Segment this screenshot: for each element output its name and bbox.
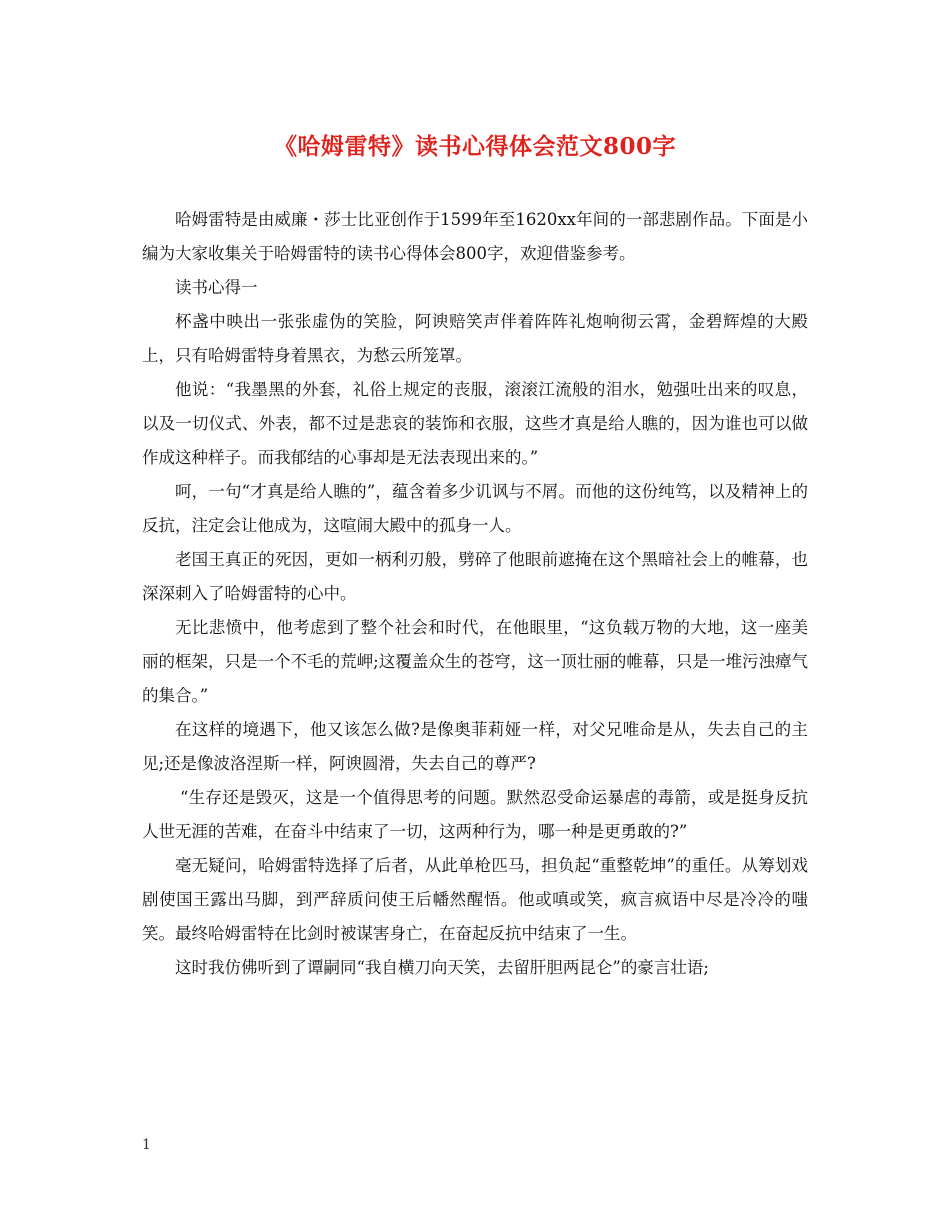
paragraph: 老国王真正的死因，更如一柄利刃般，劈碎了他眼前遮掩在这个黑暗社会上的帷幕，也深深刺入了哈姆雷特的心中。	[142, 550, 808, 603]
section-heading: 读书心得一	[175, 278, 258, 297]
paragraph: 在这样的境遇下，他又该怎么做?是像奥菲莉娅一样，对父兄唯命是从，失去自己的主见;还是像波洛涅斯一样，阿谀圆滑，失去自己的尊严?	[142, 720, 808, 773]
document-body	[142, 203, 808, 985]
paragraph-intro: 哈姆雷特是由威廉・莎士比亚创作于1599年至1620xx年间的一部悲剧作品。下面是小编为大家收集关于哈姆雷特的读书心得体会800字，欢迎借鉴参考。	[142, 210, 808, 263]
page-number: 1	[142, 1137, 151, 1153]
paragraph-quote: “生存还是毁灭，这是一个值得思考的问题。默然忍受命运暴虐的毒箭，或是挺身反抗人世无涯的苦难，在奋斗中结束了一切，这两种行为，哪一种是更勇敢的?”	[142, 788, 808, 841]
paragraph: 他说：“我墨黑的外套，礼俗上规定的丧服，滚滚江流般的泪水，勉强吐出来的叹息，以及一切仪式、外表，都不过是悲哀的装饰和衣服，这些才真是给人瞧的，因为谁也可以做作成这种样子。而我郁结的心事却是无法表现出来的。”	[142, 380, 808, 467]
paragraph: 呵，一句“才真是给人瞧的”，蕴含着多少讥讽与不屑。而他的这份纯笃，以及精神上的反抗，注定会让他成为，这喧闹大殿中的孤身一人。	[142, 482, 808, 535]
paragraph: 毫无疑问，哈姆雷特选择了后者，从此单枪匹马，担负起“重整乾坤”的重任。从筹划戏剧使国王露出马脚，到严辞质问使王后幡然醒悟。他或嗔或笑，疯言疯语中尽是冷冷的嗤笑。最终哈姆雷特在比剑时被谋害身亡，在奋起反抗中结束了一生。	[142, 856, 808, 943]
paragraph: 这时我仿佛听到了谭嗣同“我自横刀向天笑，去留肝胆两昆仑”的豪言壮语;	[175, 958, 709, 977]
paragraph: 无比悲愤中，他考虑到了整个社会和时代，在他眼里，“这负载万物的大地，这一座美丽的框架，只是一个不毛的荒岬;这覆盖众生的苍穹，这一顶壮丽的帷幕，只是一堆污浊瘴气的集合。”	[142, 618, 808, 705]
document-title: 《哈姆雷特》读书心得体会范文800字	[273, 133, 676, 160]
paragraph: 杯盏中映出一张张虚伪的笑脸，阿谀赔笑声伴着阵阵礼炮响彻云霄，金碧辉煌的大殿上，只有哈姆雷特身着黑衣，为愁云所笼罩。	[142, 312, 808, 365]
